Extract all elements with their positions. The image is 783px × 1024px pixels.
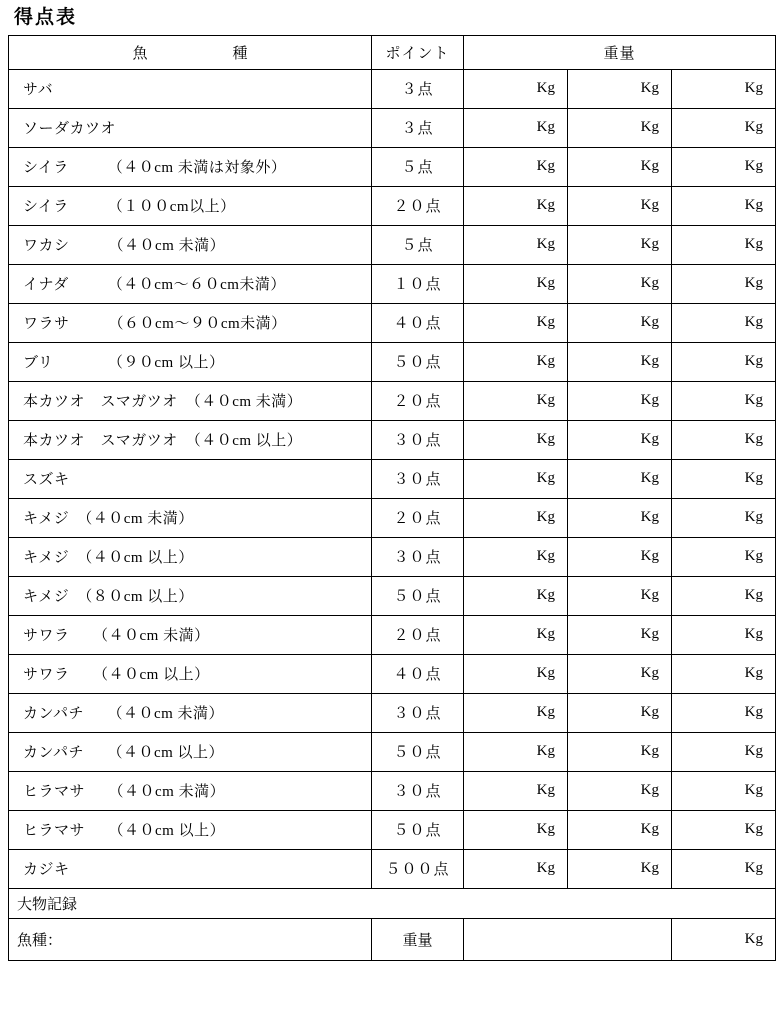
table-row <box>9 264 776 303</box>
weight-cell-1[interactable]: Kg <box>464 849 568 888</box>
point-cell: ３０点 <box>372 771 464 810</box>
weight-cell-1[interactable]: Kg <box>464 69 568 108</box>
weight-cell-3[interactable]: Kg <box>672 654 776 693</box>
header-point: ポイント <box>372 35 464 69</box>
weight-cell-3[interactable]: Kg <box>672 342 776 381</box>
table-row <box>9 420 776 459</box>
big-record-section <box>9 888 776 960</box>
point-cell: ４０点 <box>372 303 464 342</box>
point-cell: ３０点 <box>372 537 464 576</box>
weight-cell-2[interactable]: Kg <box>568 147 672 186</box>
weight-cell-3[interactable]: Kg <box>672 498 776 537</box>
weight-cell-1[interactable]: Kg <box>464 693 568 732</box>
fish-species-cell: ワカシ （４０cm 未満） <box>9 225 372 264</box>
weight-cell-2[interactable]: Kg <box>568 732 672 771</box>
table-row <box>9 810 776 849</box>
weight-cell-3[interactable]: Kg <box>672 147 776 186</box>
fish-species-cell: キメジ （４０cm 以上） <box>9 537 372 576</box>
table-row <box>9 69 776 108</box>
score-table <box>8 35 776 961</box>
weight-cell-2[interactable]: Kg <box>568 264 672 303</box>
weight-cell-1[interactable]: Kg <box>464 615 568 654</box>
weight-cell-1[interactable]: Kg <box>464 498 568 537</box>
fish-species-cell: ブリ （９０cm 以上） <box>9 342 372 381</box>
fish-species-cell: カジキ <box>9 849 372 888</box>
weight-cell-3[interactable]: Kg <box>672 810 776 849</box>
table-row <box>9 693 776 732</box>
point-cell: ２０点 <box>372 498 464 537</box>
weight-cell-2[interactable]: Kg <box>568 108 672 147</box>
table-row <box>9 108 776 147</box>
weight-cell-1[interactable]: Kg <box>464 381 568 420</box>
fish-species-cell: スズキ <box>9 459 372 498</box>
point-cell: １０点 <box>372 264 464 303</box>
weight-cell-2[interactable]: Kg <box>568 537 672 576</box>
fish-species-cell: 本カツオ スマガツオ （４０cm 以上） <box>9 420 372 459</box>
point-cell: ３０点 <box>372 459 464 498</box>
fish-species-cell: キメジ （８０cm 以上） <box>9 576 372 615</box>
table-row <box>9 342 776 381</box>
table-row <box>9 771 776 810</box>
header-weight: 重量 <box>464 35 776 69</box>
fish-species-cell: キメジ （４０cm 未満） <box>9 498 372 537</box>
weight-cell-1[interactable]: Kg <box>464 420 568 459</box>
weight-cell-3[interactable]: Kg <box>672 420 776 459</box>
big-record-weight-input[interactable] <box>464 918 672 960</box>
weight-cell-1[interactable]: Kg <box>464 303 568 342</box>
weight-cell-3[interactable]: Kg <box>672 693 776 732</box>
weight-cell-1[interactable]: Kg <box>464 147 568 186</box>
weight-cell-2[interactable]: Kg <box>568 654 672 693</box>
fish-species-cell: 本カツオ スマガツオ （４０cm 未満） <box>9 381 372 420</box>
point-cell: ５点 <box>372 225 464 264</box>
page-title: 得点表 <box>14 7 78 28</box>
weight-cell-1[interactable]: Kg <box>464 576 568 615</box>
table-row <box>9 615 776 654</box>
weight-cell-3[interactable]: Kg <box>672 108 776 147</box>
point-cell: ２０点 <box>372 615 464 654</box>
table-row <box>9 459 776 498</box>
weight-cell-1[interactable]: Kg <box>464 810 568 849</box>
fish-species-cell: ソーダカツオ <box>9 108 372 147</box>
table-row <box>9 147 776 186</box>
header-fish-species-label: 魚 種 <box>132 45 258 62</box>
table-row <box>9 849 776 888</box>
weight-cell-3[interactable]: Kg <box>672 381 776 420</box>
table-row-big-record-entry <box>9 918 776 960</box>
fish-species-cell: サバ <box>9 69 372 108</box>
weight-cell-1[interactable]: Kg <box>464 264 568 303</box>
header-fish-species <box>9 35 372 69</box>
weight-cell-3[interactable]: Kg <box>672 264 776 303</box>
table-body <box>9 69 776 888</box>
weight-cell-1[interactable]: Kg <box>464 108 568 147</box>
weight-cell-2[interactable]: Kg <box>568 303 672 342</box>
point-cell: ５点 <box>372 147 464 186</box>
point-cell: ３０点 <box>372 693 464 732</box>
weight-cell-3[interactable]: Kg <box>672 459 776 498</box>
fish-species-cell: カンパチ （４０cm 未満） <box>9 693 372 732</box>
weight-cell-1[interactable]: Kg <box>464 342 568 381</box>
table-row <box>9 654 776 693</box>
table-row-big-record-title <box>9 888 776 918</box>
big-record-weight-label: 重量 <box>372 918 464 960</box>
big-record-label: 大物記録 <box>9 888 776 918</box>
weight-cell-1[interactable]: Kg <box>464 732 568 771</box>
table-row <box>9 186 776 225</box>
weight-cell-2[interactable]: Kg <box>568 342 672 381</box>
big-record-unit: Kg <box>672 918 776 960</box>
table-row <box>9 576 776 615</box>
weight-cell-2[interactable]: Kg <box>568 693 672 732</box>
weight-cell-3[interactable]: Kg <box>672 537 776 576</box>
weight-cell-2[interactable]: Kg <box>568 498 672 537</box>
weight-cell-2[interactable]: Kg <box>568 381 672 420</box>
point-cell: ３点 <box>372 69 464 108</box>
weight-cell-3[interactable]: Kg <box>672 615 776 654</box>
weight-cell-2[interactable]: Kg <box>568 420 672 459</box>
point-cell: ３点 <box>372 108 464 147</box>
point-cell: ５０点 <box>372 342 464 381</box>
weight-cell-2[interactable]: Kg <box>568 576 672 615</box>
table-row <box>9 732 776 771</box>
weight-cell-1[interactable]: Kg <box>464 225 568 264</box>
weight-cell-3[interactable]: Kg <box>672 303 776 342</box>
point-cell: ５０点 <box>372 576 464 615</box>
weight-cell-1[interactable]: Kg <box>464 771 568 810</box>
weight-cell-2[interactable]: Kg <box>568 69 672 108</box>
weight-cell-1[interactable]: Kg <box>464 654 568 693</box>
point-cell: ３０点 <box>372 420 464 459</box>
weight-cell-2[interactable]: Kg <box>568 225 672 264</box>
table-row <box>9 225 776 264</box>
weight-cell-2[interactable]: Kg <box>568 810 672 849</box>
table-row <box>9 303 776 342</box>
weight-cell-3[interactable]: Kg <box>672 576 776 615</box>
point-cell: ５０点 <box>372 732 464 771</box>
weight-cell-1[interactable]: Kg <box>464 537 568 576</box>
point-cell: ５０点 <box>372 810 464 849</box>
fish-species-cell: カンパチ （４０cm 以上） <box>9 732 372 771</box>
fish-species-cell: イナダ （４０cm～６０cm未満） <box>9 264 372 303</box>
weight-cell-2[interactable]: Kg <box>568 459 672 498</box>
weight-cell-2[interactable]: Kg <box>568 615 672 654</box>
table-row <box>9 381 776 420</box>
fish-species-cell: サワラ （４０cm 未満） <box>9 615 372 654</box>
weight-cell-1[interactable]: Kg <box>464 186 568 225</box>
weight-cell-3[interactable]: Kg <box>672 69 776 108</box>
big-record-fish-label: 魚種： <box>17 932 63 949</box>
table-row <box>9 537 776 576</box>
table-header <box>9 35 776 69</box>
weight-cell-3[interactable]: Kg <box>672 849 776 888</box>
weight-cell-3[interactable]: Kg <box>672 186 776 225</box>
point-cell: ２０点 <box>372 381 464 420</box>
weight-cell-2[interactable]: Kg <box>568 186 672 225</box>
weight-cell-2[interactable]: Kg <box>568 849 672 888</box>
weight-cell-3[interactable]: Kg <box>672 732 776 771</box>
fish-species-cell: シイラ （４０cm 未満は対象外） <box>9 147 372 186</box>
fish-species-cell: ヒラマサ （４０cm 未満） <box>9 771 372 810</box>
weight-cell-3[interactable]: Kg <box>672 225 776 264</box>
weight-cell-1[interactable]: Kg <box>464 459 568 498</box>
point-cell: ２０点 <box>372 186 464 225</box>
weight-cell-2[interactable]: Kg <box>568 771 672 810</box>
fish-species-cell: ワラサ （６０cm～９０cm未満） <box>9 303 372 342</box>
point-cell: ５００点 <box>372 849 464 888</box>
big-record-fish-field[interactable] <box>9 918 372 960</box>
fish-species-cell: ヒラマサ （４０cm 以上） <box>9 810 372 849</box>
fish-species-cell: サワラ （４０cm 以上） <box>9 654 372 693</box>
point-cell: ４０点 <box>372 654 464 693</box>
fish-species-cell: シイラ （１００cm以上） <box>9 186 372 225</box>
weight-cell-3[interactable]: Kg <box>672 771 776 810</box>
table-row <box>9 498 776 537</box>
